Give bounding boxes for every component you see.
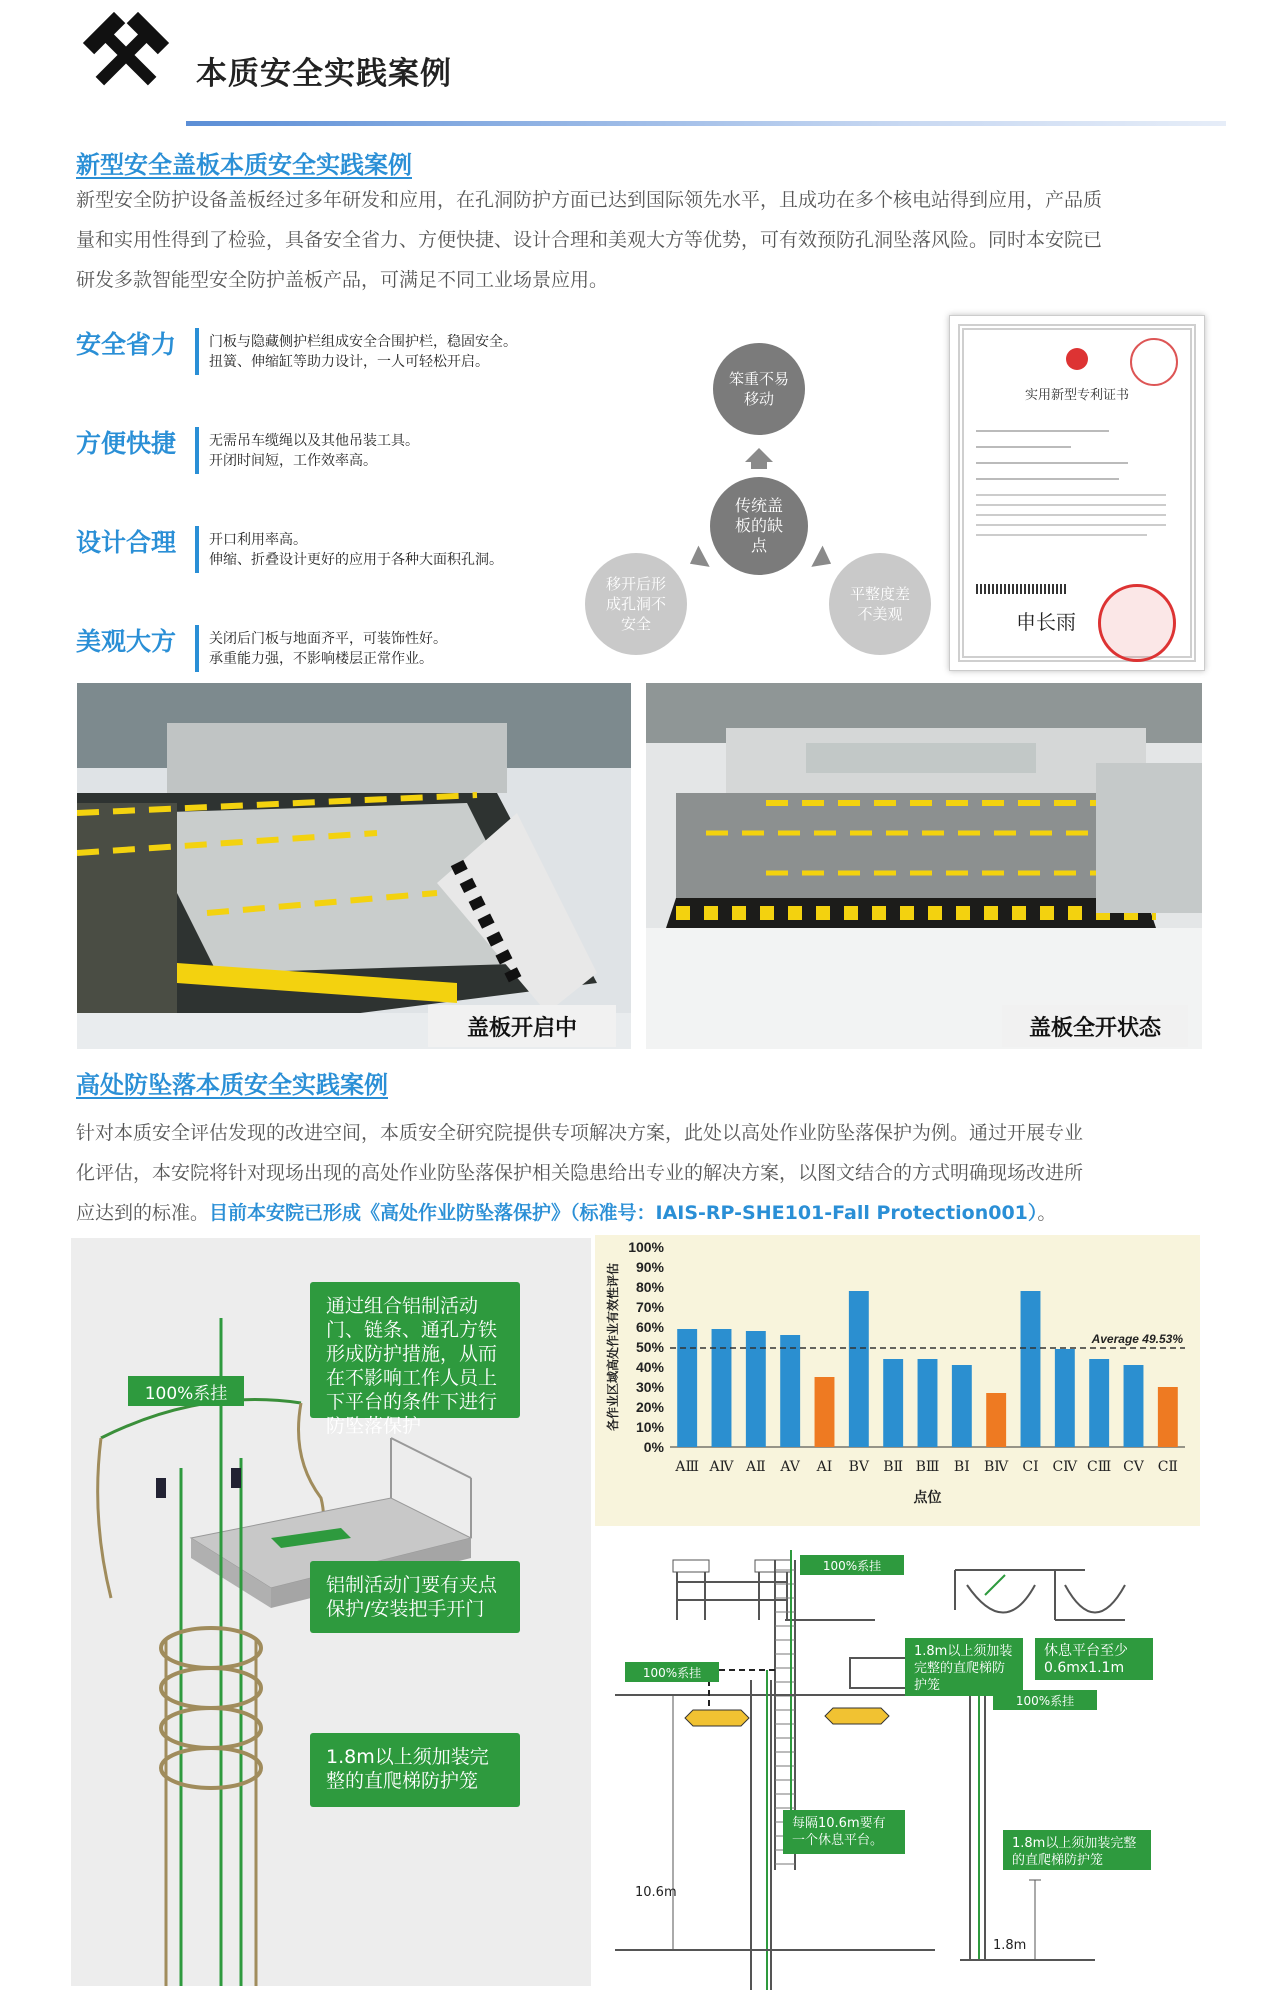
x-tick-label: AV — [780, 1459, 800, 1475]
y-tick-label: 0% — [643, 1439, 664, 1455]
drawbacks-diagram — [585, 335, 935, 635]
feature-item — [76, 622, 447, 667]
tie-off-tag: 100%系挂 — [993, 1690, 1097, 1710]
feature-text — [209, 629, 609, 669]
feature-title: 方便快捷 — [76, 429, 177, 458]
feature-line: 开闭时间短，工作效率高。 — [209, 453, 377, 469]
x-tick-label: BⅣ — [984, 1459, 1009, 1475]
feature-line: 承重能力强，不影响楼层正常作业。 — [209, 651, 433, 667]
feature-text — [209, 530, 609, 570]
x-tick-label: AⅣ — [709, 1459, 734, 1475]
certificate-barcode — [976, 584, 1066, 594]
feature-bar — [195, 625, 199, 672]
para-text: 。 — [1037, 1202, 1057, 1224]
certificate-signature: 申长雨 — [1016, 610, 1076, 634]
arrow-right-icon — [811, 546, 836, 575]
photo-caption: 盖板开启中 — [428, 1005, 616, 1047]
tie-off-tag: 100%系挂 — [800, 1555, 904, 1575]
para-text: 应达到的标准。 — [76, 1202, 210, 1224]
standard-highlight: 目前本安院已形成《高处作业防坠落保护》（标准号：IAIS-RP-SHE101-Fall Protection001） — [209, 1202, 1038, 1224]
hammer-logo-icon — [78, 12, 174, 98]
y-tick-label: 40% — [635, 1359, 664, 1375]
arrow-up-icon — [745, 448, 773, 462]
y-tick-label: 20% — [635, 1399, 664, 1415]
x-tick-label: AⅢ — [675, 1459, 699, 1475]
bar — [677, 1329, 697, 1447]
drawback-left: 移开后形成孔洞不安全 — [585, 553, 687, 655]
note-platform-size: 休息平台至少0.6mx1.1m — [1035, 1638, 1153, 1680]
feature-line: 开口利用率高。 — [209, 532, 307, 548]
note-box-door-chain: 通过组合铝制活动门、链条、通孔方铁形成防护措施，从而在不影响工作人员上下平台的条件下进行防坠落保护 — [310, 1282, 520, 1418]
bar — [1124, 1365, 1144, 1447]
feature-list — [76, 325, 596, 685]
title-divider — [186, 121, 1226, 126]
height-label-right: 1.8m — [993, 1938, 1027, 1953]
feature-line: 关闭后门板与地面齐平，可装饰性好。 — [209, 631, 447, 647]
bar — [815, 1377, 835, 1447]
feature-text — [209, 332, 609, 372]
feature-line: 伸缩、折叠设计更好的应用于各种大面积孔洞。 — [209, 552, 503, 568]
note-rest-platform: 每隔10.6m要有一个休息平台。 — [783, 1810, 905, 1854]
feature-item — [76, 325, 517, 370]
feature-line: 无需吊车缆绳以及其他吊装工具。 — [209, 433, 419, 449]
x-tick-label: AⅡ — [746, 1459, 766, 1475]
photo-cover-opening — [77, 683, 631, 1049]
certificate-stamp-icon — [1098, 584, 1176, 662]
feature-line: 扭簧、伸缩缸等助力设计，一人可轻松开启。 — [209, 354, 489, 370]
patent-certificate — [949, 315, 1205, 671]
y-tick-label: 10% — [635, 1419, 664, 1435]
note-box-cage: 1.8m以上须加装完整的直爬梯防护笼 — [310, 1733, 520, 1807]
bar — [952, 1365, 972, 1447]
para-line: 研发多款智能型安全防护盖板产品，可满足不同工业场景应用。 — [76, 269, 609, 291]
x-tick-label: CⅣ — [1052, 1459, 1078, 1475]
x-tick-label: CⅡ — [1157, 1459, 1178, 1475]
bar — [883, 1359, 903, 1447]
x-tick-label: CⅠ — [1022, 1459, 1039, 1475]
arrow-up-stem — [751, 461, 767, 469]
bar-chart-svg — [595, 1235, 1200, 1526]
bar — [1158, 1387, 1178, 1447]
tie-off-tag: 100%系挂 — [625, 1662, 719, 1682]
feature-title: 安全省力 — [76, 330, 177, 359]
para-line: 针对本质安全评估发现的改进空间，本质安全研究院提供专项解决方案，此处以高处作业防坠落保护为例。通过开展专业 — [76, 1122, 1084, 1144]
x-tick-label: CⅢ — [1087, 1459, 1112, 1475]
tie-off-tag: 100%系挂 — [128, 1376, 244, 1406]
x-tick-label: CV — [1123, 1459, 1144, 1475]
ladder-diagrams — [615, 1540, 1215, 1990]
drawback-center: 传统盖板的缺点 — [710, 477, 808, 575]
y-tick-label: 50% — [635, 1339, 664, 1355]
certificate-title: 实用新型专利证书 — [1024, 388, 1129, 403]
certificate-text-lines — [976, 416, 1166, 544]
section-title-fall: 高处防坠落本质安全实践案例 — [76, 1071, 388, 1099]
x-axis-label: 点位 — [913, 1489, 942, 1505]
x-tick-label: BV — [848, 1459, 870, 1475]
feature-title: 美观大方 — [76, 627, 177, 656]
average-label: Average 49.53% — [1091, 1331, 1183, 1346]
page-title: 本质安全实践案例 — [196, 56, 452, 92]
note-box-pinch-point: 铝制活动门要有夹点保护/安装把手开门 — [310, 1561, 520, 1633]
bar — [918, 1359, 938, 1447]
y-tick-label: 70% — [635, 1299, 664, 1315]
feature-bar — [195, 328, 199, 375]
feature-bar — [195, 427, 199, 474]
bar — [780, 1335, 800, 1447]
certificate-seal-icon — [1130, 338, 1178, 386]
bar — [1021, 1291, 1041, 1447]
bar — [986, 1393, 1006, 1447]
height-label: 10.6m — [635, 1885, 677, 1900]
section-intro-cover — [76, 180, 1206, 300]
feature-title: 设计合理 — [76, 528, 177, 557]
y-tick-label: 60% — [635, 1319, 664, 1335]
y-tick-label: 90% — [635, 1259, 664, 1275]
section-title-cover: 新型安全盖板本质安全实践案例 — [76, 151, 412, 179]
feature-item — [76, 424, 419, 469]
certificate-emblem-icon — [1066, 348, 1088, 370]
y-axis-label: 各作业区域高处作业有效性评估 — [606, 1262, 620, 1432]
feature-item — [76, 523, 503, 568]
ladder-platform-illustration — [71, 1238, 591, 1986]
x-tick-label: AⅠ — [816, 1459, 833, 1475]
note-cage-right: 1.8m以上须加装完整的直爬梯防护笼 — [1003, 1830, 1151, 1870]
x-tick-label: BⅡ — [883, 1459, 904, 1475]
feature-text — [209, 431, 609, 471]
section-intro-fall — [76, 1113, 1206, 1233]
feature-line: 门板与隐藏侧护栏组成安全合围护栏，稳固安全。 — [209, 334, 517, 350]
effectiveness-chart — [595, 1235, 1200, 1526]
bar — [1055, 1349, 1075, 1447]
bar — [1089, 1359, 1109, 1447]
para-line — [76, 1193, 1206, 1233]
bar — [712, 1329, 732, 1447]
x-tick-label: BⅠ — [953, 1459, 970, 1475]
bar — [849, 1291, 869, 1447]
drawback-top: 笨重不易移动 — [713, 343, 805, 435]
para-line: 化评估，本安院将针对现场出现的高处作业防坠落保护相关隐患给出专业的解决方案，以图文结合的方式明确现场改进所 — [76, 1162, 1084, 1184]
para-line: 量和实用性得到了检验，具备安全省力、方便快捷、设计合理和美观大方等优势，可有效预防孔洞坠落风险。同时本安院已 — [76, 229, 1103, 251]
y-tick-label: 30% — [635, 1379, 664, 1395]
feature-bar — [195, 526, 199, 573]
photo-caption: 盖板全开状态 — [1002, 1005, 1188, 1047]
y-tick-label: 80% — [635, 1279, 664, 1295]
arrow-left-icon — [684, 546, 709, 575]
x-tick-label: BⅢ — [915, 1459, 940, 1475]
para-line: 新型安全防护设备盖板经过多年研发和应用，在孔洞防护方面已达到国际领先水平，且成功在多个核电站得到应用，产品质 — [76, 189, 1103, 211]
drawback-right: 平整度差不美观 — [829, 553, 931, 655]
y-tick-label: 100% — [628, 1239, 664, 1255]
photo-cover-open — [646, 683, 1202, 1049]
note-cage-top: 1.8m以上须加装完整的直爬梯防护笼 — [905, 1638, 1023, 1696]
